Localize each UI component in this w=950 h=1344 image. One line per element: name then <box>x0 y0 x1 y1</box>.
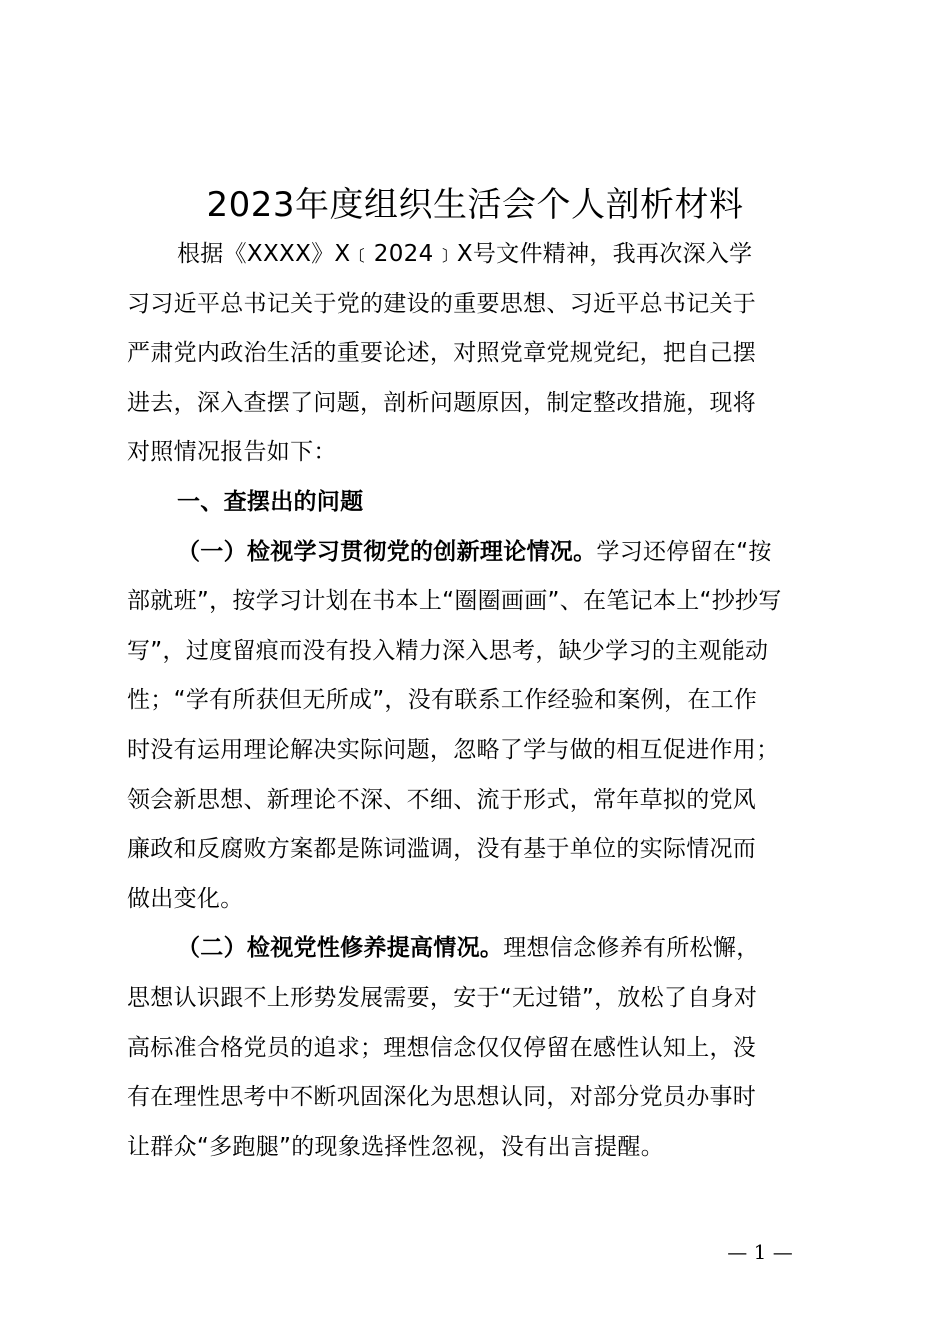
item-1-line: 做出变化。 <box>127 885 244 912</box>
page-number: — 1 — <box>727 1240 793 1264</box>
intro-line: 习习近平总书记关于党的建设的重要思想、习近平总书记关于 <box>127 290 757 317</box>
intro-line: 对照情况报告如下： <box>127 439 337 466</box>
item-2-line: 有在理性思考中不断巩固深化为思想认同，对部分党员办事时 <box>127 1084 757 1111</box>
item-1-first-line-text: 学习还停留在“按 <box>596 538 772 565</box>
item-2-line: 思想认识跟不上形势发展需要，安于“无过错”，放松了自身对 <box>127 984 758 1011</box>
intro-line: 进去，深入查摆了问题，剖析问题原因，制定整改措施，现将 <box>127 389 757 416</box>
item-1-line: 领会新思想、新理论不深、不细、流于形式，常年草拟的党风 <box>127 786 757 813</box>
document-body <box>127 230 847 1172</box>
item-2-first-line <box>127 924 847 974</box>
document-title: 2023年度组织生活会个人剖析材料 <box>206 185 744 225</box>
item-2-line: 高标准合格党员的追求；理想信念仅仅停留在感性认知上，没 <box>127 1034 757 1061</box>
item-2-line: 让群众“多跑腿”的现象选择性忽视，没有出言提醒。 <box>127 1133 665 1160</box>
item-2-first-line-text: 理想信念修养有所松懈， <box>503 935 760 962</box>
item-1-line: 时没有运用理论解决实际问题，忽略了学与做的相互促进作用； <box>127 736 780 763</box>
intro-line: 根据《XXXX》X﹝2024﹞X号文件精神，我再次深入学 <box>177 241 753 267</box>
item-1-line: 部就班”，按学习计划在书本上“圈圈画画”、在笔记本上“抄抄写 <box>127 588 782 615</box>
item-1-line: 性；“学有所获但无所成”，没有联系工作经验和案例，在工作 <box>127 687 758 714</box>
item-1-first-line <box>127 528 847 578</box>
section-heading: 一、查摆出的问题 <box>177 488 364 515</box>
item-1-line: 写”，过度留痕而没有投入精力深入思考，缺少学习的主观能动 <box>127 637 769 664</box>
item-2-heading: （二）检视党性修养提高情况。 <box>177 935 504 962</box>
intro-line: 严肃党内政治生活的重要论述，对照党章党规党纪，把自己摆 <box>127 340 757 367</box>
item-1-heading: （一）检视学习贯彻党的创新理论情况。 <box>177 538 597 565</box>
item-1-line: 廉政和反腐败方案都是陈词滥调，没有基于单位的实际情况而 <box>127 836 757 863</box>
